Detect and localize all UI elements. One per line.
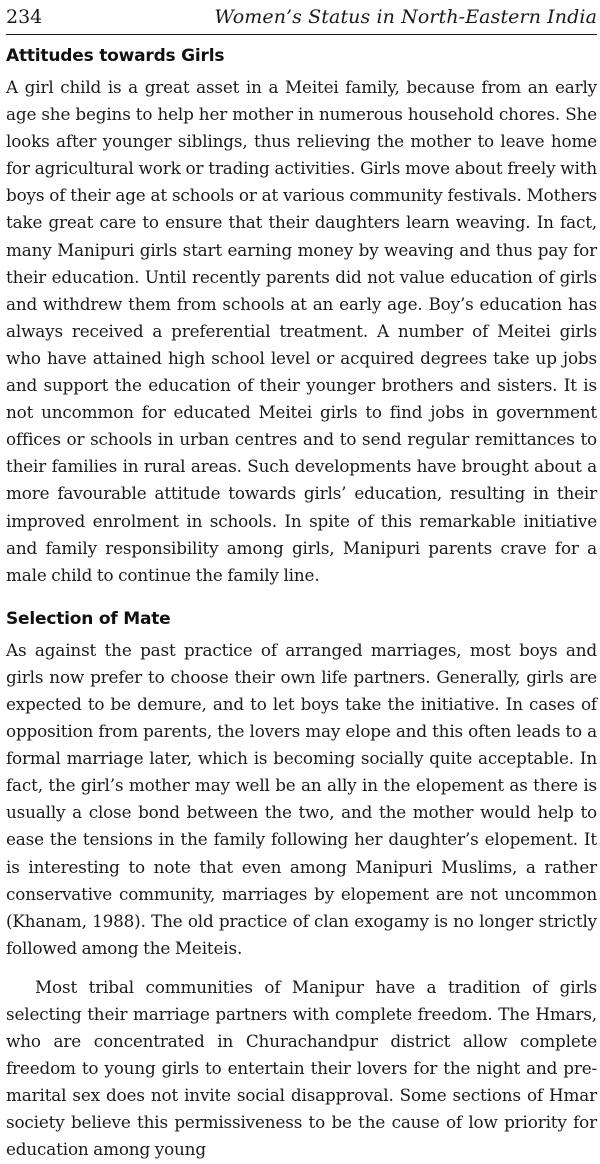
body-paragraph: Most tribal communities of Manipur have a tradition of girls selecting their marriage partners with complete freedom. The Hmars, who are concentrated in Churachandpur district allow complete freedom to young girls to entertain their lovers for the night and pre-marital sex does not invite social disapproval. Some sections of Hmar society believe this permissiveness to be the cause of low priority for education among young	[6, 976, 597, 1160]
body-paragraph: A girl child is a great asset in a Meitei family, because from an early age she begins to help her mother in numerous household chores. She looks after younger siblings, thus relieving the mother to leave home for agricultural work or trading activities. Girls move about freely with boys of their age at schools or at various community festivals. Mothers take great care to ensure that their daughters learn weaving. In fact, many Manipuri girls start earning money by weaving and thus pay for their education. Until recently parents did not value education of girls and withdrew them from schools at an early age. Boy’s education has always received a preferential treatment. A number of Meitei girls who have attained high school level or acquired degrees take up jobs and support the education of their younger brothers and sisters. It is not uncommon for educated Meitei girls to find jobs in government offices or schools in urban centres and to send regular remittances to their families in rural areas. Such developments have brought about a more favourable attitude towards girls’ education, resulting in their improved enrolment in schools. In spite of this remarkable initiative and family responsibility among girls, Manipuri parents crave for a male child to continue the family line.	[6, 77, 597, 585]
section-attitudes-towards-girls	[6, 45, 597, 589]
page-number: 234	[6, 5, 43, 28]
section-heading: Attitudes towards Girls	[6, 46, 225, 66]
running-title: Women’s Status in North-Eastern India	[214, 5, 597, 28]
body-paragraph: As against the past practice of arranged marriages, most boys and girls now prefer to choose their own life partners. Generally, girls are expected to be demure, and to let boys take the initiative. In cases of opposition from parents, the lovers may elope and this often leads to a formal marriage later, which is becoming socially quite acceptable. In fact, the girl’s mother may well be an ally in the elopement as there is usually a close bond between the two, and the mother would help to ease the tensions in the family following her daughter’s elopement. It is interesting to note that even among Manipuri Muslims, a rather conservative community, marriages by elopement are not uncommon (Khanam, 1988). The old practice of clan exogamy is no longer strictly followed among the Meiteis.	[6, 639, 597, 958]
running-header	[6, 0, 597, 35]
section-heading: Selection of Mate	[6, 608, 171, 629]
section-selection-of-mate	[6, 608, 597, 1164]
